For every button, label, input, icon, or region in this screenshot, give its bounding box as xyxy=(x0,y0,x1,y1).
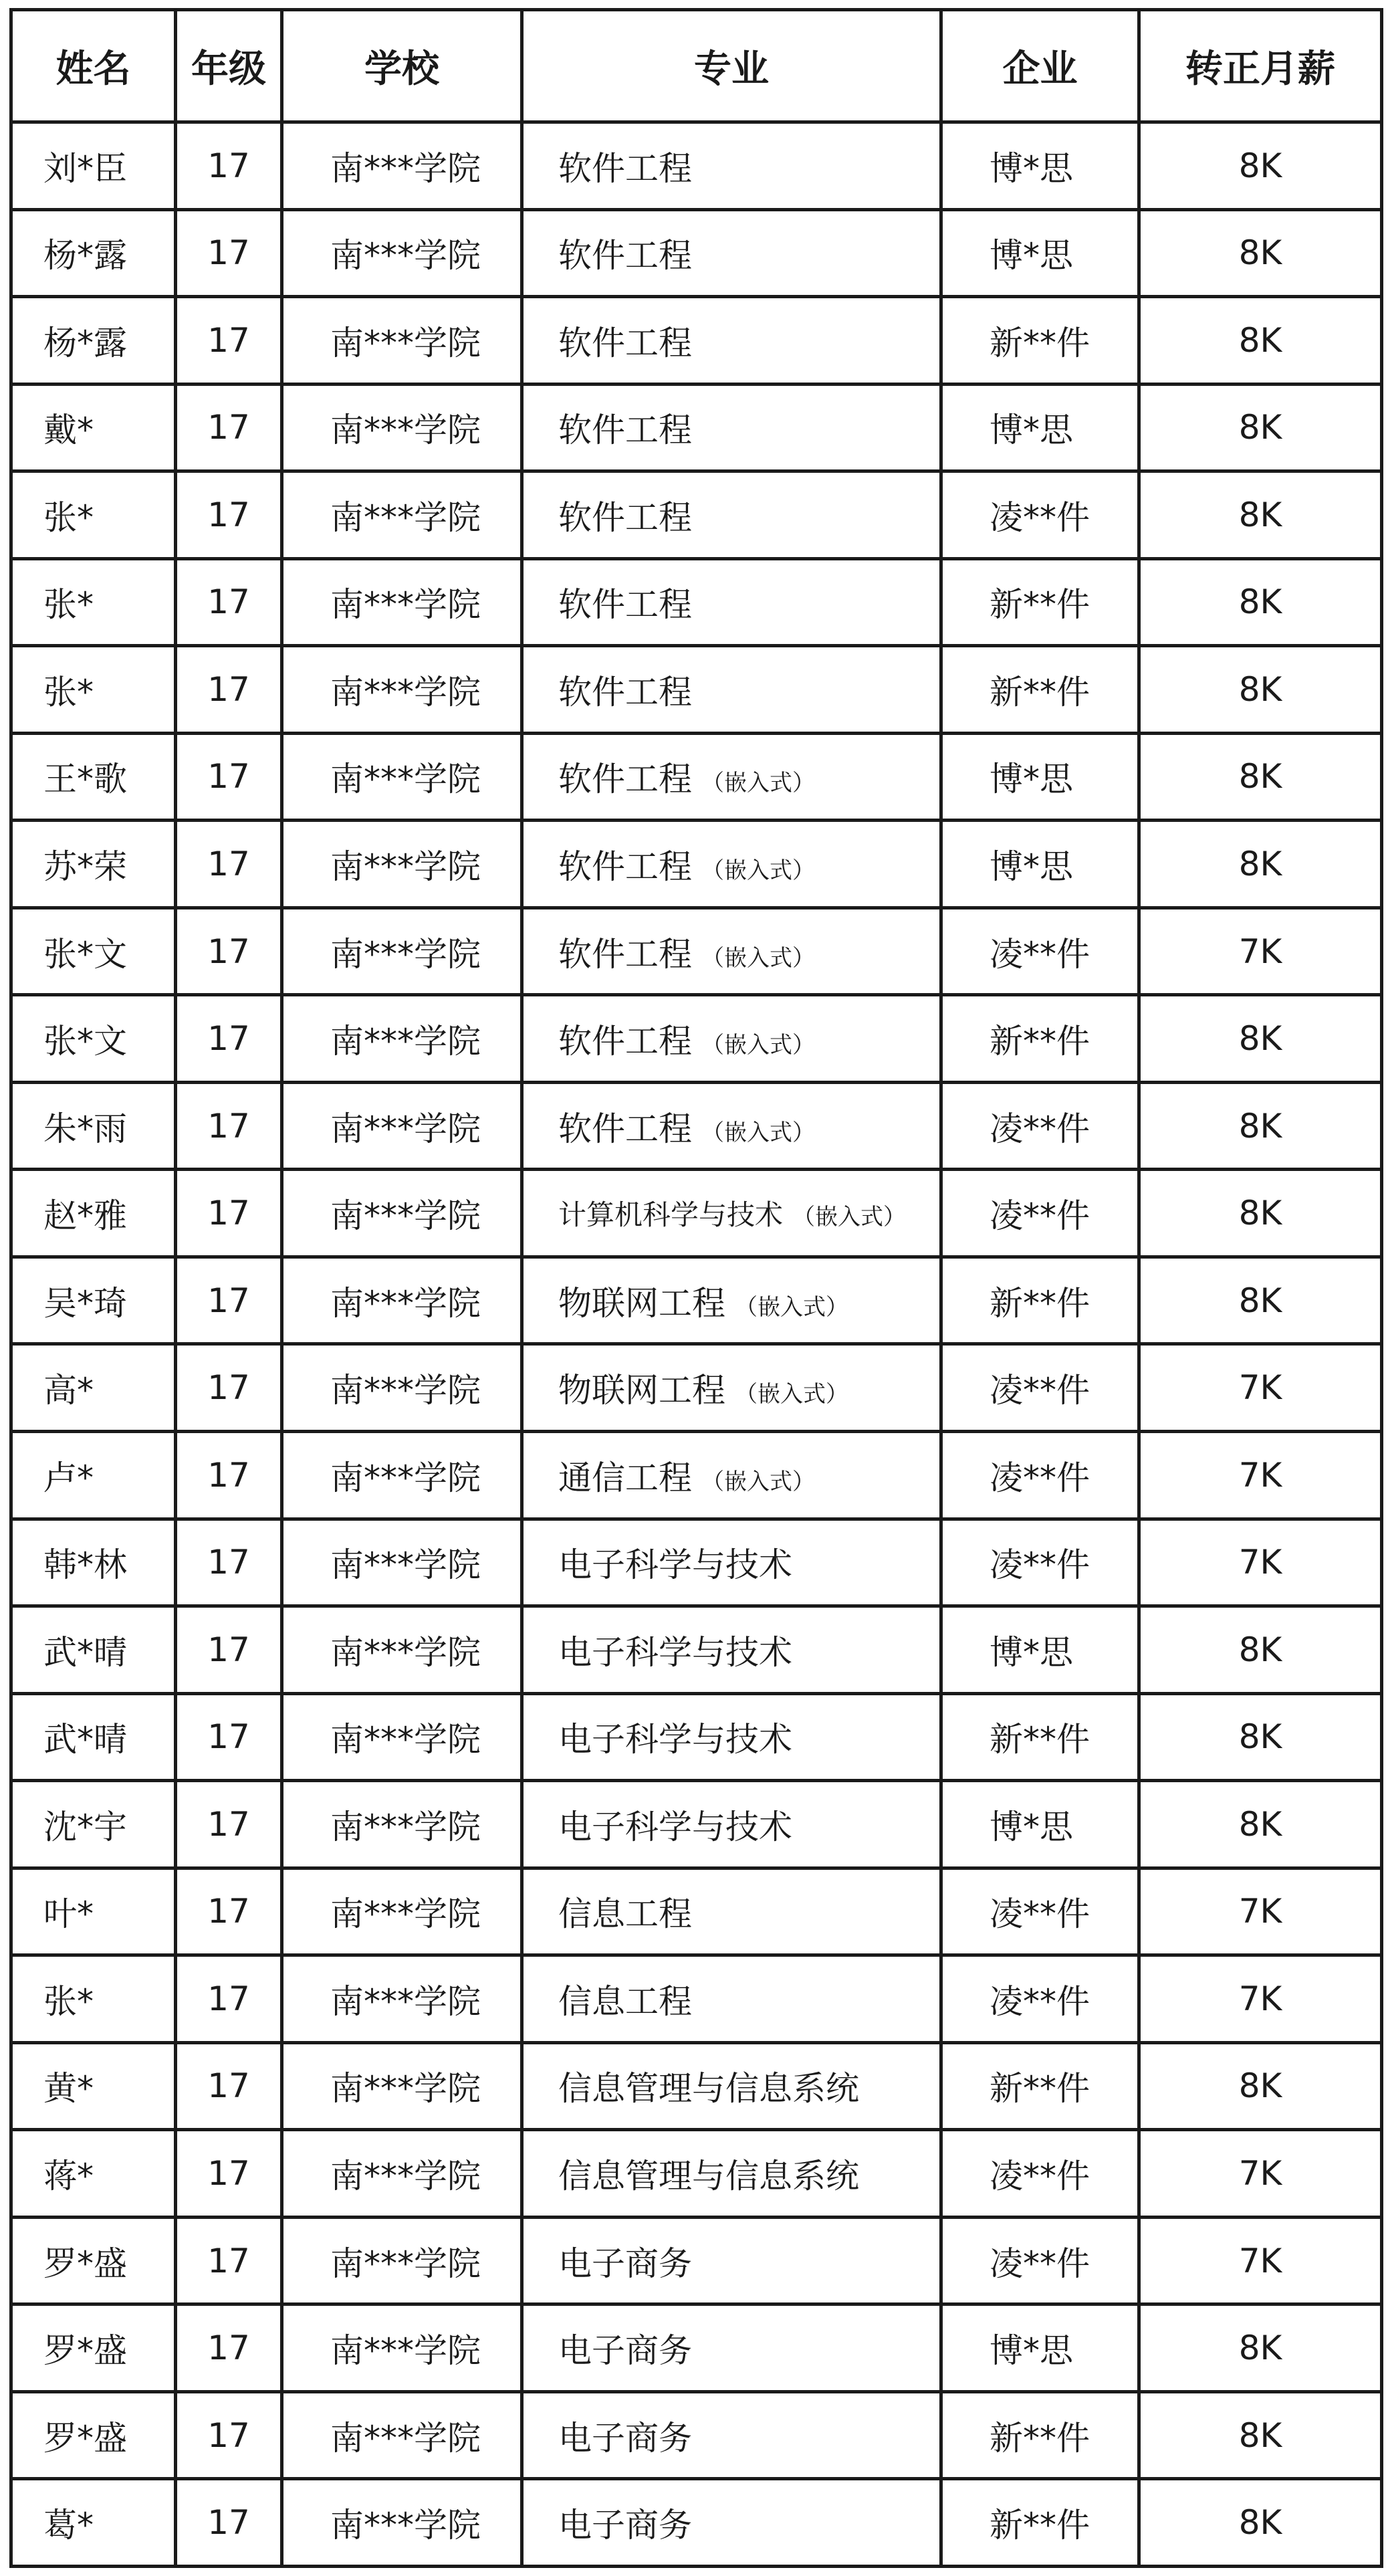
cell-grade: 17 xyxy=(176,995,282,1083)
cell-name: 张* xyxy=(11,471,176,559)
cell-salary: 8K xyxy=(1139,1606,1382,1694)
cell-name: 张*文 xyxy=(11,995,176,1083)
cell-major xyxy=(522,2479,941,2567)
cell-name: 黄* xyxy=(11,2042,176,2130)
cell-major xyxy=(522,558,941,646)
major-text: 软件工程 xyxy=(558,760,692,799)
cell-company: 凌**件 xyxy=(941,2217,1139,2304)
cell-major xyxy=(522,384,941,471)
major-note: （嵌入式） xyxy=(792,1204,907,1231)
cell-name: 罗*盛 xyxy=(11,2391,176,2479)
cell-name: 蒋* xyxy=(11,2130,176,2218)
cell-school: 南***学院 xyxy=(282,2130,522,2218)
cell-grade: 17 xyxy=(176,2130,282,2218)
table-row xyxy=(11,821,1382,908)
table-row xyxy=(11,733,1382,821)
major-text: 电子科学与技术 xyxy=(558,1720,792,1759)
cell-grade: 17 xyxy=(176,1257,282,1344)
cell-company: 博*思 xyxy=(941,384,1139,471)
table-row xyxy=(11,1868,1382,1955)
major-note: （嵌入式） xyxy=(701,1468,815,1495)
cell-name: 张* xyxy=(11,1955,176,2043)
cell-company: 博*思 xyxy=(941,122,1139,210)
cell-major xyxy=(522,646,941,734)
major-text: 物联网工程 xyxy=(558,1371,725,1410)
major-text: 软件工程 xyxy=(558,236,692,276)
cell-company: 凌**件 xyxy=(941,1431,1139,1519)
table-body xyxy=(11,122,1382,2567)
cell-school: 南***学院 xyxy=(282,646,522,734)
cell-salary: 8K xyxy=(1139,2479,1382,2567)
cell-company: 博*思 xyxy=(941,1781,1139,1868)
cell-salary: 8K xyxy=(1139,646,1382,734)
cell-grade: 17 xyxy=(176,1868,282,1955)
cell-school: 南***学院 xyxy=(282,1955,522,2043)
cell-company: 新**件 xyxy=(941,1693,1139,1781)
cell-company: 凌**件 xyxy=(941,1344,1139,1432)
major-text: 物联网工程 xyxy=(558,1283,725,1323)
major-text: 软件工程 xyxy=(558,498,692,537)
cell-major xyxy=(522,209,941,297)
cell-name: 韩*林 xyxy=(11,1519,176,1606)
table-row xyxy=(11,2479,1382,2567)
cell-company: 博*思 xyxy=(941,2304,1139,2392)
cell-major xyxy=(522,2042,941,2130)
cell-grade: 17 xyxy=(176,2479,282,2567)
major-text: 软件工程 xyxy=(558,847,692,887)
cell-school: 南***学院 xyxy=(282,209,522,297)
table-row xyxy=(11,2042,1382,2130)
cell-salary: 8K xyxy=(1139,1170,1382,1257)
cell-name: 刘*臣 xyxy=(11,122,176,210)
header-company: 企业 xyxy=(941,10,1139,122)
table-row xyxy=(11,2130,1382,2218)
cell-company: 凌**件 xyxy=(941,2130,1139,2218)
cell-salary: 8K xyxy=(1139,2391,1382,2479)
cell-salary: 8K xyxy=(1139,733,1382,821)
cell-grade: 17 xyxy=(176,209,282,297)
cell-salary: 8K xyxy=(1139,122,1382,210)
major-text: 软件工程 xyxy=(558,672,692,712)
cell-grade: 17 xyxy=(176,122,282,210)
cell-grade: 17 xyxy=(176,1170,282,1257)
cell-major xyxy=(522,2391,941,2479)
major-text: 电子科学与技术 xyxy=(558,1632,792,1672)
cell-name: 沈*宇 xyxy=(11,1781,176,1868)
cell-grade: 17 xyxy=(176,907,282,995)
major-text: 电子商务 xyxy=(558,2244,692,2283)
cell-school: 南***学院 xyxy=(282,1431,522,1519)
cell-company: 博*思 xyxy=(941,209,1139,297)
cell-salary: 8K xyxy=(1139,558,1382,646)
major-text: 信息管理与信息系统 xyxy=(558,2069,859,2109)
major-note: （嵌入式） xyxy=(701,1032,815,1059)
cell-major xyxy=(522,1257,941,1344)
cell-salary: 7K xyxy=(1139,1431,1382,1519)
major-text: 软件工程 xyxy=(558,411,692,450)
cell-grade: 17 xyxy=(176,471,282,559)
cell-grade: 17 xyxy=(176,1431,282,1519)
table-row xyxy=(11,471,1382,559)
cell-company: 凌**件 xyxy=(941,1082,1139,1170)
cell-name: 杨*露 xyxy=(11,209,176,297)
cell-name: 葛* xyxy=(11,2479,176,2567)
employment-table xyxy=(9,8,1383,2568)
major-text: 电子科学与技术 xyxy=(558,1545,792,1585)
cell-salary: 8K xyxy=(1139,471,1382,559)
table-row xyxy=(11,122,1382,210)
table-row xyxy=(11,1257,1382,1344)
major-note: （嵌入式） xyxy=(701,770,815,797)
table-row xyxy=(11,558,1382,646)
cell-school: 南***学院 xyxy=(282,297,522,385)
cell-name: 苏*荣 xyxy=(11,821,176,908)
cell-school: 南***学院 xyxy=(282,384,522,471)
cell-major xyxy=(522,122,941,210)
cell-company: 新**件 xyxy=(941,646,1139,734)
cell-major xyxy=(522,2304,941,2392)
cell-major xyxy=(522,1868,941,1955)
cell-company: 新**件 xyxy=(941,2391,1139,2479)
cell-school: 南***学院 xyxy=(282,1693,522,1781)
cell-salary: 8K xyxy=(1139,1781,1382,1868)
major-text: 信息工程 xyxy=(558,1895,692,1934)
cell-name: 杨*露 xyxy=(11,297,176,385)
cell-major xyxy=(522,2130,941,2218)
table-row xyxy=(11,995,1382,1083)
cell-grade: 17 xyxy=(176,1955,282,2043)
cell-school: 南***学院 xyxy=(282,821,522,908)
cell-grade: 17 xyxy=(176,1344,282,1432)
header-name: 姓名 xyxy=(11,10,176,122)
cell-company: 博*思 xyxy=(941,1606,1139,1694)
major-text: 信息管理与信息系统 xyxy=(558,2156,859,2195)
cell-company: 新**件 xyxy=(941,558,1139,646)
cell-major xyxy=(522,1693,941,1781)
cell-salary: 8K xyxy=(1139,2304,1382,2392)
table-row xyxy=(11,1781,1382,1868)
cell-salary: 8K xyxy=(1139,1257,1382,1344)
cell-major xyxy=(522,1431,941,1519)
cell-company: 凌**件 xyxy=(941,471,1139,559)
cell-grade: 17 xyxy=(176,384,282,471)
cell-school: 南***学院 xyxy=(282,122,522,210)
table-row xyxy=(11,1170,1382,1257)
major-text: 电子商务 xyxy=(558,2506,692,2545)
major-text: 软件工程 xyxy=(558,934,692,974)
cell-school: 南***学院 xyxy=(282,1868,522,1955)
cell-school: 南***学院 xyxy=(282,1082,522,1170)
cell-grade: 17 xyxy=(176,2217,282,2304)
table-row xyxy=(11,646,1382,734)
cell-school: 南***学院 xyxy=(282,1344,522,1432)
cell-name: 朱*雨 xyxy=(11,1082,176,1170)
cell-name: 吴*琦 xyxy=(11,1257,176,1344)
cell-name: 王*歌 xyxy=(11,733,176,821)
cell-company: 凌**件 xyxy=(941,1868,1139,1955)
cell-salary: 7K xyxy=(1139,907,1382,995)
table-row xyxy=(11,907,1382,995)
employment-table-sheet xyxy=(9,8,1380,2568)
major-text: 软件工程 xyxy=(558,1109,692,1148)
cell-school: 南***学院 xyxy=(282,2304,522,2392)
cell-name: 武*晴 xyxy=(11,1693,176,1781)
cell-major xyxy=(522,1170,941,1257)
cell-company: 博*思 xyxy=(941,821,1139,908)
major-text: 计算机科学与技术 xyxy=(558,1198,784,1232)
table-row xyxy=(11,1519,1382,1606)
major-text: 电子商务 xyxy=(558,2418,692,2458)
cell-company: 凌**件 xyxy=(941,1519,1139,1606)
header-grade: 年级 xyxy=(176,10,282,122)
cell-school: 南***学院 xyxy=(282,995,522,1083)
cell-salary: 8K xyxy=(1139,384,1382,471)
cell-major xyxy=(522,1082,941,1170)
header-school: 学校 xyxy=(282,10,522,122)
cell-salary: 8K xyxy=(1139,821,1382,908)
cell-major xyxy=(522,2217,941,2304)
cell-company: 新**件 xyxy=(941,2479,1139,2567)
cell-name: 戴* xyxy=(11,384,176,471)
cell-name: 罗*盛 xyxy=(11,2304,176,2392)
cell-grade: 17 xyxy=(176,1693,282,1781)
major-note: （嵌入式） xyxy=(735,1381,848,1408)
table-row xyxy=(11,2304,1382,2392)
cell-name: 武*晴 xyxy=(11,1606,176,1694)
cell-school: 南***学院 xyxy=(282,1257,522,1344)
cell-salary: 7K xyxy=(1139,2130,1382,2218)
cell-school: 南***学院 xyxy=(282,1170,522,1257)
cell-major xyxy=(522,821,941,908)
cell-salary: 8K xyxy=(1139,297,1382,385)
header-salary: 转正月薪 xyxy=(1139,10,1382,122)
cell-school: 南***学院 xyxy=(282,558,522,646)
table-row xyxy=(11,1606,1382,1694)
cell-major xyxy=(522,297,941,385)
cell-major xyxy=(522,1519,941,1606)
cell-salary: 7K xyxy=(1139,1868,1382,1955)
cell-grade: 17 xyxy=(176,821,282,908)
cell-company: 新**件 xyxy=(941,2042,1139,2130)
cell-major xyxy=(522,995,941,1083)
cell-grade: 17 xyxy=(176,1519,282,1606)
table-row xyxy=(11,384,1382,471)
major-text: 软件工程 xyxy=(558,585,692,625)
cell-name: 高* xyxy=(11,1344,176,1432)
cell-school: 南***学院 xyxy=(282,733,522,821)
cell-company: 凌**件 xyxy=(941,1170,1139,1257)
major-text: 软件工程 xyxy=(558,1022,692,1061)
cell-school: 南***学院 xyxy=(282,2042,522,2130)
major-note: （嵌入式） xyxy=(701,1119,815,1146)
cell-grade: 17 xyxy=(176,733,282,821)
cell-major xyxy=(522,1606,941,1694)
cell-grade: 17 xyxy=(176,2391,282,2479)
major-note: （嵌入式） xyxy=(735,1293,848,1321)
cell-company: 凌**件 xyxy=(941,907,1139,995)
cell-major xyxy=(522,1781,941,1868)
cell-grade: 17 xyxy=(176,1781,282,1868)
cell-company: 新**件 xyxy=(941,995,1139,1083)
cell-school: 南***学院 xyxy=(282,1781,522,1868)
cell-company: 凌**件 xyxy=(941,1955,1139,2043)
cell-salary: 8K xyxy=(1139,1082,1382,1170)
major-text: 软件工程 xyxy=(558,148,692,188)
cell-salary: 8K xyxy=(1139,2042,1382,2130)
cell-school: 南***学院 xyxy=(282,1606,522,1694)
table-row xyxy=(11,1693,1382,1781)
major-text: 电子商务 xyxy=(558,2331,692,2371)
cell-name: 张*文 xyxy=(11,907,176,995)
cell-salary: 7K xyxy=(1139,2217,1382,2304)
cell-school: 南***学院 xyxy=(282,1519,522,1606)
major-note: （嵌入式） xyxy=(701,857,815,885)
table-row xyxy=(11,1431,1382,1519)
cell-school: 南***学院 xyxy=(282,2391,522,2479)
cell-grade: 17 xyxy=(176,2304,282,2392)
cell-grade: 17 xyxy=(176,1606,282,1694)
cell-major xyxy=(522,733,941,821)
cell-name: 赵*雅 xyxy=(11,1170,176,1257)
table-row xyxy=(11,209,1382,297)
table-row xyxy=(11,2391,1382,2479)
cell-grade: 17 xyxy=(176,646,282,734)
cell-school: 南***学院 xyxy=(282,907,522,995)
cell-name: 张* xyxy=(11,646,176,734)
cell-salary: 7K xyxy=(1139,1955,1382,2043)
cell-name: 叶* xyxy=(11,1868,176,1955)
cell-salary: 7K xyxy=(1139,1344,1382,1432)
cell-major xyxy=(522,907,941,995)
cell-salary: 8K xyxy=(1139,995,1382,1083)
cell-major xyxy=(522,1344,941,1432)
cell-name: 卢* xyxy=(11,1431,176,1519)
table-row xyxy=(11,1955,1382,2043)
major-text: 电子科学与技术 xyxy=(558,1807,792,1846)
cell-name: 罗*盛 xyxy=(11,2217,176,2304)
cell-company: 博*思 xyxy=(941,733,1139,821)
cell-grade: 17 xyxy=(176,297,282,385)
table-row xyxy=(11,1082,1382,1170)
cell-salary: 8K xyxy=(1139,1693,1382,1781)
cell-company: 新**件 xyxy=(941,1257,1139,1344)
table-row xyxy=(11,1344,1382,1432)
major-text: 软件工程 xyxy=(558,323,692,362)
table-header-row xyxy=(11,10,1382,122)
table-row xyxy=(11,2217,1382,2304)
cell-company: 新**件 xyxy=(941,297,1139,385)
cell-school: 南***学院 xyxy=(282,471,522,559)
cell-salary: 8K xyxy=(1139,209,1382,297)
major-text: 通信工程 xyxy=(558,1458,692,1497)
cell-school: 南***学院 xyxy=(282,2217,522,2304)
cell-grade: 17 xyxy=(176,558,282,646)
cell-salary: 7K xyxy=(1139,1519,1382,1606)
cell-grade: 17 xyxy=(176,2042,282,2130)
cell-grade: 17 xyxy=(176,1082,282,1170)
major-note: （嵌入式） xyxy=(701,944,815,972)
header-major: 专业 xyxy=(522,10,941,122)
cell-major xyxy=(522,471,941,559)
cell-school: 南***学院 xyxy=(282,2479,522,2567)
cell-major xyxy=(522,1955,941,2043)
cell-name: 张* xyxy=(11,558,176,646)
table-row xyxy=(11,297,1382,385)
major-text: 信息工程 xyxy=(558,1981,692,2021)
